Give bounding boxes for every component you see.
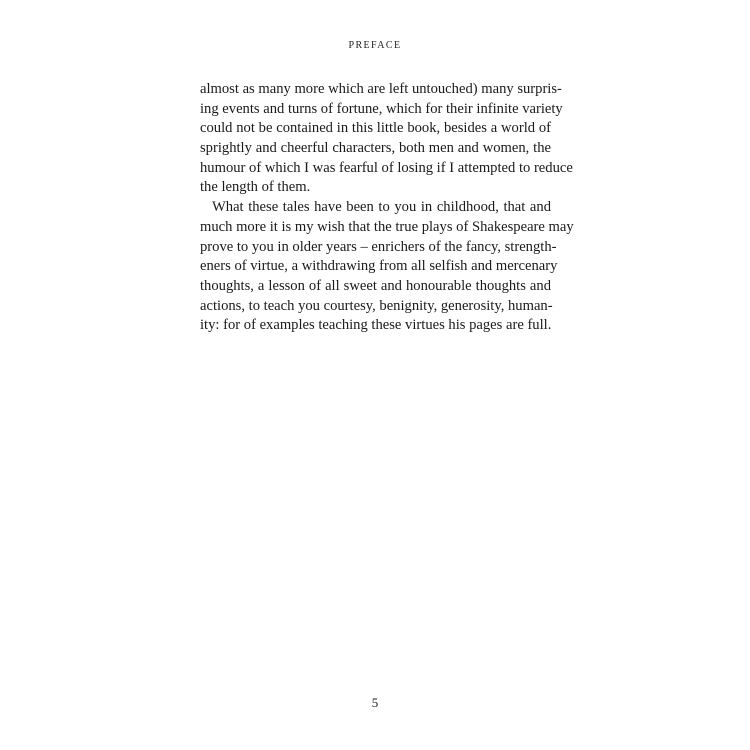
text-line: thoughts, a lesson of all sweet and honourable thoughts and	[200, 277, 551, 294]
text-line: humour of which I was fearful of losing if I attempted to reduce	[200, 159, 573, 176]
paragraph-2	[200, 198, 574, 336]
text-line: ing events and turns of fortune, which for their infinite variety	[200, 100, 563, 117]
text-line: the length of them.	[200, 179, 311, 196]
paragraph-1	[200, 80, 573, 198]
text-line: What these tales have been to you in childhood, that and	[212, 199, 551, 216]
text-line: sprightly and cheerful characters, both men and women, the	[200, 140, 551, 157]
text-line: could not be contained in this little book, besides a world of	[200, 120, 551, 137]
text-line: ity: for of examples teaching these virtues his pages are full.	[200, 317, 552, 334]
text-line: much more it is my wish that the true plays of Shakespeare may	[200, 218, 574, 235]
running-head: PREFACE	[348, 40, 402, 51]
body-text	[200, 80, 574, 336]
text-line: prove to you in older years – enrichers of the fancy, strength-	[200, 238, 557, 255]
page-number: 5	[371, 695, 379, 710]
text-line: eners of virtue, a withdrawing from all selfish and mercenary	[200, 258, 558, 275]
text-line: almost as many more which are left untouched) many surpris-	[200, 81, 562, 97]
text-line: actions, to teach you courtesy, benignity, generosity, human-	[200, 297, 553, 314]
